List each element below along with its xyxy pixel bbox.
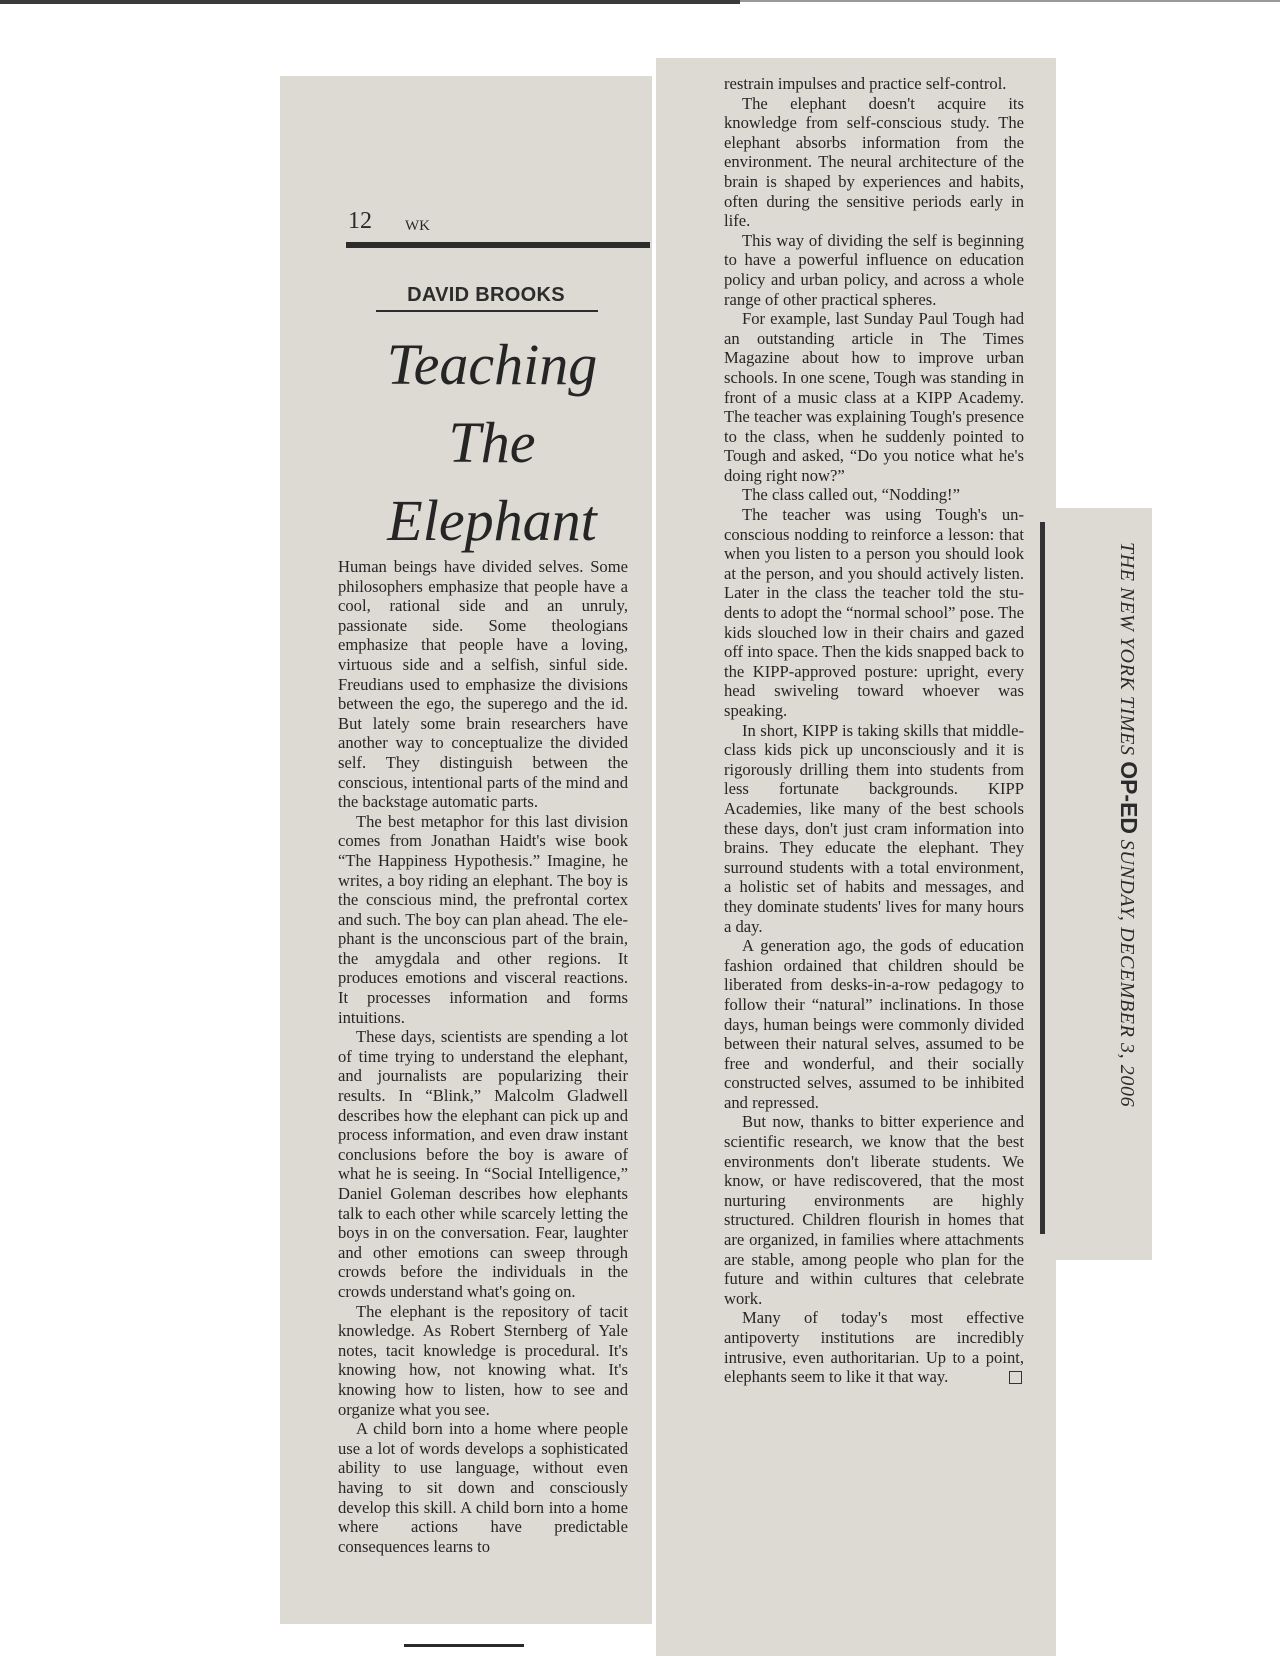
page-number: 12: [348, 208, 372, 234]
paragraph: For example, last Sunday Paul Tough had an outstanding article in The Times Magazine about how to improve urban schools. In one scene, Tough was standing in front of a music class at a KIPP Academy. The teacher was explaining Tough's presence to the class, when he suddenly pointed to Tough and asked, “Do you notice what he's doing right now?”: [724, 309, 1024, 485]
column-end-rule: [404, 1644, 524, 1647]
article-column-right: [724, 74, 1024, 1387]
headline-line-2: The: [448, 410, 536, 475]
paragraph: The elephant doesn't acquire its knowledge from self-conscious study. The elephant absorbs information from the environment. The neural architecture of the brain is shaped by experiences and habits, often during the sensitive periods early in life.: [724, 93, 1024, 231]
paragraph: These days, scientists are spending a lot of time trying to understand the elephant, and journalists are popularizing their results. In “Blink,” Malcolm Gladwell describes how the elephant can pick up and process information, and even draw instant conclusions before the boy is aware of what he is seeing. In “Social Intelligence,” Daniel Goleman describes how elephants talk to each other while scarcely letting the boys in on the conversation. Fear, laughter and other emotions can sweep through crowds before the individuals in the crowds understand what's going on.: [338, 1027, 628, 1301]
masthead-line: [1115, 542, 1142, 1107]
publication-date: SUNDAY, DECEMBER 3, 2006: [1116, 839, 1138, 1108]
masthead-strip: [1040, 508, 1152, 1260]
byline-rule: [376, 310, 598, 312]
paragraph: But now, thanks to bitter experience and scientific research, we know that the best environments don't liberate students. We know, or have rediscovered, that the most nurturing environments are highly structured. Children flourish in homes that are organized, in families where attachments are stable, among people who plan for the future and within cultures that celebrate work.: [724, 1112, 1024, 1308]
paragraph: This way of dividing the self is beginning to have a powerful influence on education policy and urban policy, and across a whole range of other practical spheres.: [724, 230, 1024, 309]
scan-top-edge: [0, 0, 740, 4]
clipping-right: [656, 58, 1056, 1656]
section-label: WK: [405, 218, 430, 234]
end-mark-icon: [1009, 1371, 1022, 1384]
scan-top-edge-light: [740, 0, 1280, 2]
paragraph: restrain impulses and practice self-control.: [724, 74, 1007, 93]
clipping-left: [280, 76, 652, 1624]
paragraph: In short, KIPP is taking skills that middle-class kids pick up unconsciously and it is rigorously drilling them into students from less fortunate backgrounds. KIPP Academies, like many of the best schools these days, don't just cram information into brains. They educate the elephant. They surround students with a total environment, a holistic set of habits and messages, and they dominate students' lives for many hours a day.: [724, 720, 1024, 936]
paragraph: A generation ago, the gods of education fashion ordained that children should be liberated from desks-in-a-row pedagogy to follow their “natural” inclinations. In those days, human beings were commonly divided between their natural selves, assumed to be free and wonderful, and their socially constructed selves, assumed to be inhibited and repressed.: [724, 936, 1024, 1112]
headline-line-1: Teaching: [386, 332, 598, 397]
paragraph: The class called out, “Nodding!”: [742, 485, 960, 505]
paragraph: The elephant is the repository of tacit knowledge. As Robert Sternberg of Yale notes, tacit knowledge is procedural. It's knowing how, not knowing what. It's knowing how to listen, how to see and organize what you see.: [338, 1301, 628, 1419]
headline-line-3: Elephant: [387, 488, 597, 553]
paragraph: A child born into a home where people use a lot of words develops a sophisticated ability to use language, without even having to sit down and consciously develop this skill. A child born into a home where actions have predictable consequences learns to: [338, 1419, 628, 1556]
headline: [364, 326, 620, 560]
section-name: OP-ED: [1116, 761, 1142, 835]
publication-name: THE NEW YORK TIMES: [1116, 542, 1138, 756]
byline: DAVID BROOKS: [407, 284, 565, 306]
masthead-rule: [1040, 522, 1045, 1234]
last-paragraph: [724, 1308, 1024, 1386]
article-column-left: [338, 557, 628, 1556]
paragraph-text: Many of today's most effective antipoverty institutions are incredibly intrusive, even authoritarian. Up to a point, elephants seem to like it that way.: [724, 1308, 1024, 1387]
paragraph: The teacher was using Tough's unconscious nodding to reinforce a lesson: that when you listen to a person you should look at the person, and you should actively listen. Later in the class the teacher told the students to adopt the “normal school” pose. The kids slouched low in their chairs and gazed off into space. Then the kids snapped back to the KIPP-approved posture: upright, every head swiveling toward whoever was speaking.: [724, 505, 1024, 720]
paragraph: The best metaphor for this last division comes from Jonathan Haidt's wise book “The Happiness Hypothesis.” Imagine, he writes, a boy riding an elephant. The boy is the conscious mind, the prefrontal cortex and such. The boy can plan ahead. The elephant is the unconscious part of the brain, the amygdala and other regions. It produces emotions and visceral reactions. It processes information and forms intuitions.: [338, 811, 628, 1027]
paragraph: Human beings have divided selves. Some philosophers emphasize that people have a cool, rational side and an unruly, passionate side. Some theologians emphasize that people have a loving, virtuous side and a selfish, sinful side. Freudians used to emphasize the divisions between the ego, the superego and the id. But lately some brain researchers have another way to conceptualize the divided self. They distinguish between the conscious, intentional parts of the mind and the backstage automatic parts.: [338, 557, 628, 812]
header-rule: [346, 242, 650, 248]
